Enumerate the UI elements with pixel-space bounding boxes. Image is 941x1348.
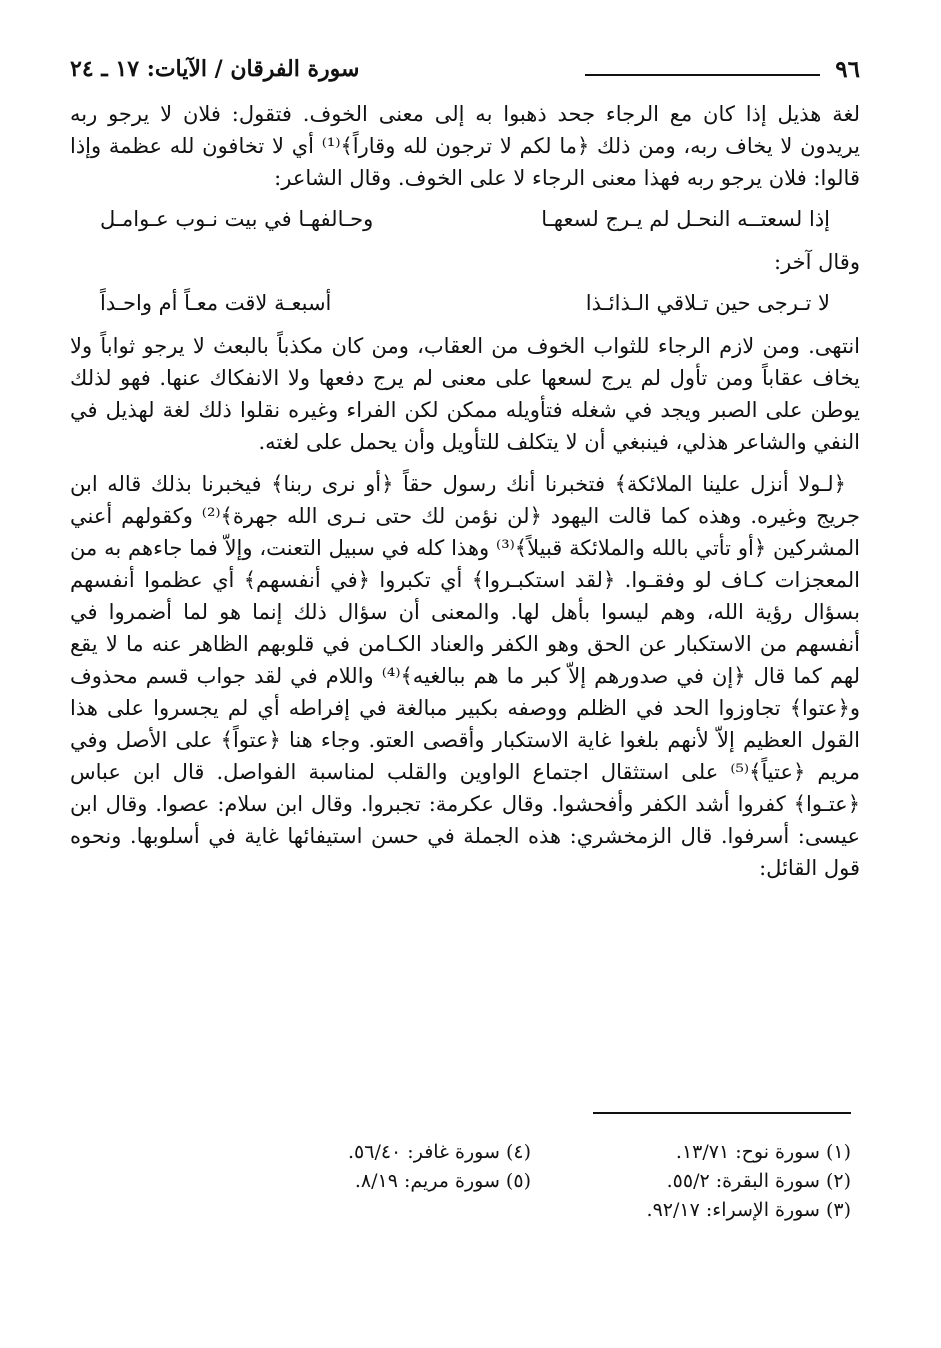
verse-2-first-hemistich: لا تـرجى حين تـلاقي الـذائـذا [585, 291, 830, 315]
running-header [70, 56, 860, 90]
footnote-rule [593, 1112, 851, 1114]
footnote-5: (٥) سورة مريم: ٨/١٩. [354, 1170, 531, 1192]
verse-2-intro: وقال آخر: [774, 250, 860, 274]
paragraph-2: انتهى. ومن لازم الرجاء للثواب الخوف من العقاب، ومن كان مكذباً بالبعث لا يرجو ثواباً ولا يخاف عقاباً ومن تأول لم يرج لسعها على معنى لم يرج دفعها ولا الانفكاك عنها. فهو لذلك يوطن على الصبر ويجد في شغله فتأويله ممكن لكن الفراء وغيره نقلوا ذلك لغة لهذيل في النفي والشاعر هذلي، فينبغي أن لا يتكلف للتأويل وأن يحمل على لغته. [70, 334, 860, 454]
verse-2-second-hemistich: أسبعـة لاقت معـاً أم واحـداً [100, 291, 332, 315]
footnote-2: (٢) سورة البقرة: ٥٥/٢. [666, 1170, 851, 1192]
footnote-1: (١) سورة نوح: ١٣/٧١. [675, 1141, 851, 1163]
footnotes-left-column [231, 1138, 531, 1225]
footnotes-right-column [531, 1138, 851, 1225]
page-number: ٩٦ [835, 56, 860, 83]
verse-1-first-hemistich: إذا لسعتــه النحـل لم يـرج لسعهـا [541, 207, 830, 231]
verse-2 [100, 286, 830, 320]
main-text [70, 98, 860, 884]
footnotes [231, 1138, 851, 1225]
footnote-3: (٣) سورة الإسراء: ٩٢/١٧. [646, 1199, 851, 1221]
paragraph-3: ﴿لـولا أنزل علينا الملائكة﴾ فتخبرنا أنك رسول حقاً ﴿أو نرى ربنا﴾ فيخبرنا بذلك قاله ابن جريج وغيره. وهذه كما قالت اليهود ﴿لن نؤمن لك حتى نـرى الله جهرة﴾⁽²⁾ وكقولهم أعني المشركين ﴿أو تأتي بالله والملائكة قبيلاً﴾⁽³⁾ وهذا كله في سبيل التعنت، وإلاّ فما جاءهم به من المعجزات كـاف لو وفقـوا. ﴿لقد استكبـروا﴾ أي تكبروا ﴿في أنفسهم﴾ أي عظموا أنفسهم بسؤال رؤية الله، وهم ليسوا بأهل لها. والمعنى أن سؤال ذلك إنما هو لما أضمروا في أنفسهم من الاستكبار عن الحق وهو الكفر والعناد الكـامن في قلوبهم الظاهر عنه ما لا يقع لهم كما قال ﴿إن في صدورهم إلاّ كبر ما هم ببالغيه﴾⁽⁴⁾ واللام في لقد جواب قسم محذوف و﴿عتوا﴾ تجاوزوا الحد في الظلم ووصفه بكبير مبالغة في إفراطه أي لم يجسروا على هذا القول العظيم إلاّ لأنهم بلغوا غاية الاستكبار وأقصى العتو. وجاء هنا ﴿عتواً﴾ على الأصل وفي مريم ﴿عتياً﴾⁽⁵⁾ على استثقال اجتماع الواوين والقلب لمناسبة الفواصل. قال ابن عباس ﴿عتـوا﴾ كفروا أشد الكفر وأفحشوا. وقال عكرمة: تجبروا. وقال ابن سلام: عصوا. وقال ابن عيسى: أسرفوا. قال الزمخشري: هذه الجملة في حسن استيفائها غاية في أسلوبها. ونحوه قول القائل: [70, 472, 861, 880]
verse-1 [100, 202, 830, 236]
paragraph-1: لغة هذيل إذا كان مع الرجاء جحد ذهبوا به إلى معنى الخوف. فتقول: فلان لا يرجو ربه يريدون لا يخاف ربه، ومن ذلك ﴿ما لكم لا ترجون لله وقاراً﴾⁽¹⁾ أي لا تخافون لله عظمة وإذا قالوا: فلان يرجو ربه فهذا معنى الرجاء لا على الخوف. وقال الشاعر: [70, 102, 861, 190]
running-title: سورة الفرقان / الآيات: ١٧ ـ ٢٤ [70, 56, 360, 82]
verse-1-second-hemistich: وحـالفهـا في بيت نـوب عـوامـل [100, 207, 374, 231]
footnote-4: (٤) سورة غافر: ٥٦/٤٠. [347, 1141, 531, 1163]
header-rule [585, 74, 820, 76]
